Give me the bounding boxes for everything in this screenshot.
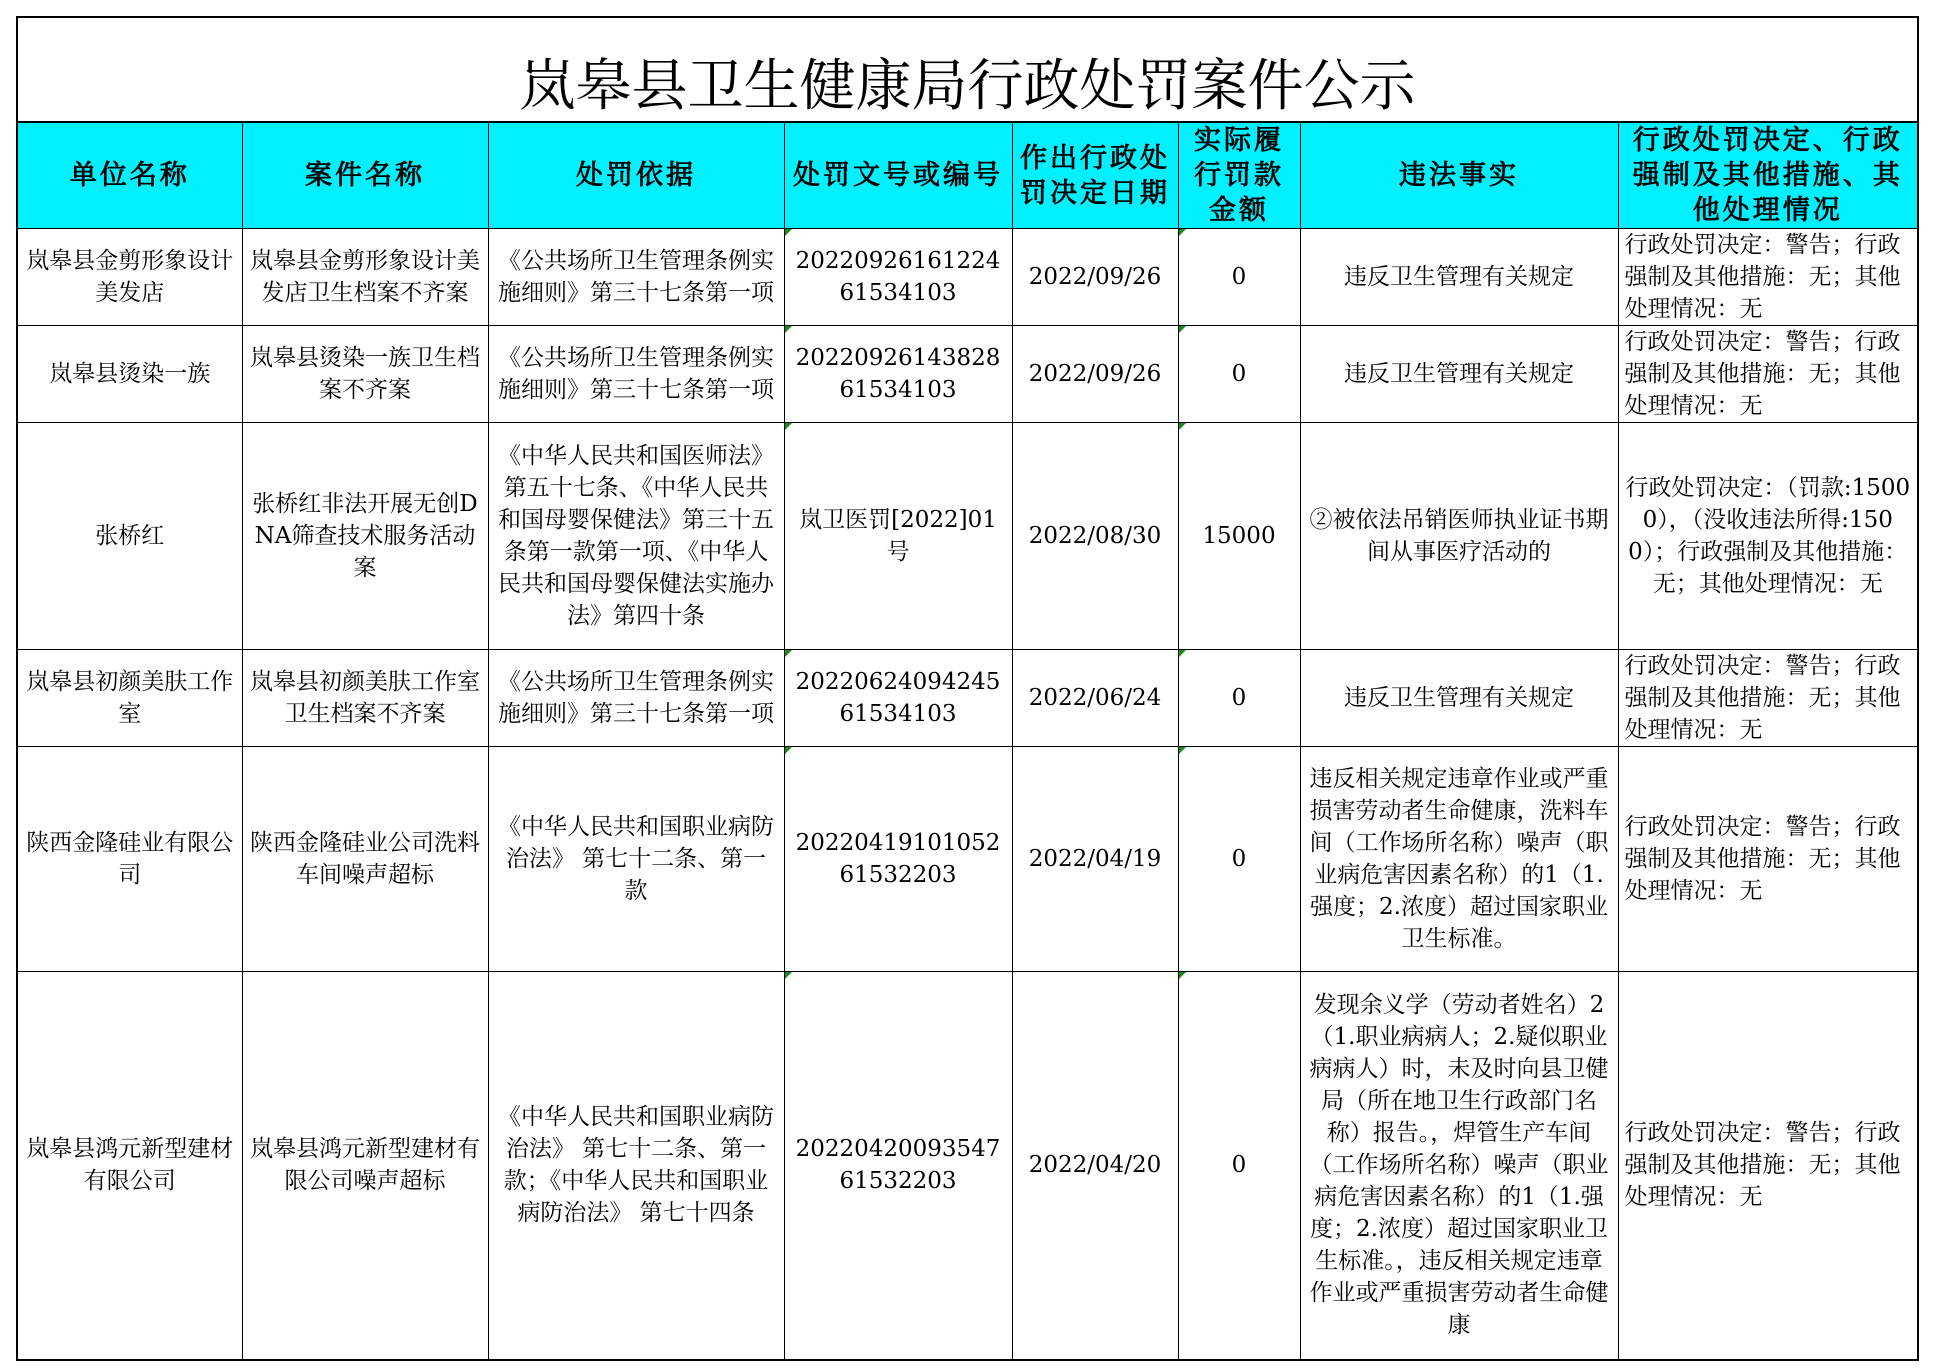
cell-doc-no: 2022041910105261532203: [784, 747, 1012, 972]
cell-decision: 行政处罚决定：（罚款:15000），（没收违法所得:1500）；行政强制及其他措施：无；其他处理情况：无: [1618, 423, 1917, 650]
cell-decision: 行政处罚决定：警告；行政强制及其他措施：无；其他处理情况：无: [1618, 650, 1917, 747]
table-row: [18, 972, 1917, 1359]
table-row: [18, 747, 1917, 972]
header-row: [18, 123, 1917, 229]
table-row: [18, 423, 1917, 650]
cell-fact: 违反卫生管理有关规定: [1300, 229, 1618, 326]
cell-unit: 岚皋县烫染一族: [18, 326, 242, 423]
col-decision: 行政处罚决定、行政强制及其他措施、其他处理情况: [1618, 123, 1917, 229]
cell-date: 2022/04/19: [1012, 747, 1178, 972]
cell-fact: 发现余义学（劳动者姓名）2（1.职业病病人；2.疑似职业病病人）时，未及时向县卫健局（所在地卫生行政部门名称）报告。，焊管生产车间（工作场所名称）噪声（职业病危害因素名称）的1（1.强度；2.浓度）超过国家职业卫生标准。，违反相关规定违章作业或严重损害劳动者生命健康: [1300, 972, 1618, 1359]
cell-unit: 岚皋县鸿元新型建材有限公司: [18, 972, 242, 1359]
cell-amount: 0: [1178, 229, 1300, 326]
col-unit-name: 单位名称: [18, 123, 242, 229]
cell-doc-no: 2022042009354761532203: [784, 972, 1012, 1359]
penalty-table: [18, 122, 1917, 1359]
cell-date: 2022/09/26: [1012, 229, 1178, 326]
col-fact: 违法事实: [1300, 123, 1618, 229]
col-doc-no: 处罚文号或编号: [784, 123, 1012, 229]
cell-basis: 《公共场所卫生管理条例实施细则》第三十七条第一项: [488, 650, 784, 747]
cell-unit: 岚皋县初颜美肤工作室: [18, 650, 242, 747]
cell-date: 2022/08/30: [1012, 423, 1178, 650]
cell-fact: 违反卫生管理有关规定: [1300, 650, 1618, 747]
col-basis: 处罚依据: [488, 123, 784, 229]
col-case-name: 案件名称: [242, 123, 488, 229]
cell-case: 岚皋县烫染一族卫生档案不齐案: [242, 326, 488, 423]
cell-unit: 岚皋县金剪形象设计美发店: [18, 229, 242, 326]
cell-basis: 《中华人民共和国职业病防治法》 第七十二条、第一款: [488, 747, 784, 972]
cell-decision: 行政处罚决定：警告；行政强制及其他措施：无；其他处理情况：无: [1618, 747, 1917, 972]
cell-basis: 《公共场所卫生管理条例实施细则》第三十七条第一项: [488, 326, 784, 423]
cell-doc-no: 2022092614382861534103: [784, 326, 1012, 423]
cell-doc-no: 2022092616122461534103: [784, 229, 1012, 326]
page-title: 岚皋县卫生健康局行政处罚案件公示: [18, 18, 1917, 122]
penalty-sheet: [16, 16, 1919, 1361]
cell-basis: 《公共场所卫生管理条例实施细则》第三十七条第一项: [488, 229, 784, 326]
cell-fact: 违反卫生管理有关规定: [1300, 326, 1618, 423]
cell-amount: 15000: [1178, 423, 1300, 650]
cell-doc-no: 2022062409424561534103: [784, 650, 1012, 747]
cell-date: 2022/04/20: [1012, 972, 1178, 1359]
table-row: [18, 650, 1917, 747]
cell-amount: 0: [1178, 747, 1300, 972]
cell-doc-no: 岚卫医罚[2022]01号: [784, 423, 1012, 650]
col-decision-date: 作出行政处罚决定日期: [1012, 123, 1178, 229]
cell-fact: 违反相关规定违章作业或严重损害劳动者生命健康，洗料车间（工作场所名称）噪声（职业病危害因素名称）的1（1.强度；2.浓度）超过国家职业卫生标准。: [1300, 747, 1618, 972]
cell-unit: 张桥红: [18, 423, 242, 650]
cell-amount: 0: [1178, 650, 1300, 747]
cell-decision: 行政处罚决定：警告；行政强制及其他措施：无；其他处理情况：无: [1618, 972, 1917, 1359]
cell-basis: 《中华人民共和国医师法》第五十七条、《中华人民共和国母婴保健法》第三十五条第一款第一项、《中华人民共和国母婴保健法实施办法》第四十条: [488, 423, 784, 650]
cell-case: 岚皋县鸿元新型建材有限公司噪声超标: [242, 972, 488, 1359]
cell-case: 岚皋县金剪形象设计美发店卫生档案不齐案: [242, 229, 488, 326]
cell-fact: ②被依法吊销医师执业证书期间从事医疗活动的: [1300, 423, 1618, 650]
table-row: [18, 326, 1917, 423]
table-row: [18, 229, 1917, 326]
cell-amount: 0: [1178, 326, 1300, 423]
cell-decision: 行政处罚决定：警告；行政强制及其他措施：无；其他处理情况：无: [1618, 229, 1917, 326]
cell-decision: 行政处罚决定：警告；行政强制及其他措施：无；其他处理情况：无: [1618, 326, 1917, 423]
cell-date: 2022/06/24: [1012, 650, 1178, 747]
col-amount: 实际履行罚款金额: [1178, 123, 1300, 229]
cell-amount: 0: [1178, 972, 1300, 1359]
cell-unit: 陕西金隆硅业有限公司: [18, 747, 242, 972]
cell-case: 张桥红非法开展无创DNA筛查技术服务活动案: [242, 423, 488, 650]
cell-case: 陕西金隆硅业公司洗料车间噪声超标: [242, 747, 488, 972]
cell-date: 2022/09/26: [1012, 326, 1178, 423]
cell-basis: 《中华人民共和国职业病防治法》 第七十二条、第一款；《中华人民共和国职业病防治法》 第七十四条: [488, 972, 784, 1359]
cell-case: 岚皋县初颜美肤工作室卫生档案不齐案: [242, 650, 488, 747]
